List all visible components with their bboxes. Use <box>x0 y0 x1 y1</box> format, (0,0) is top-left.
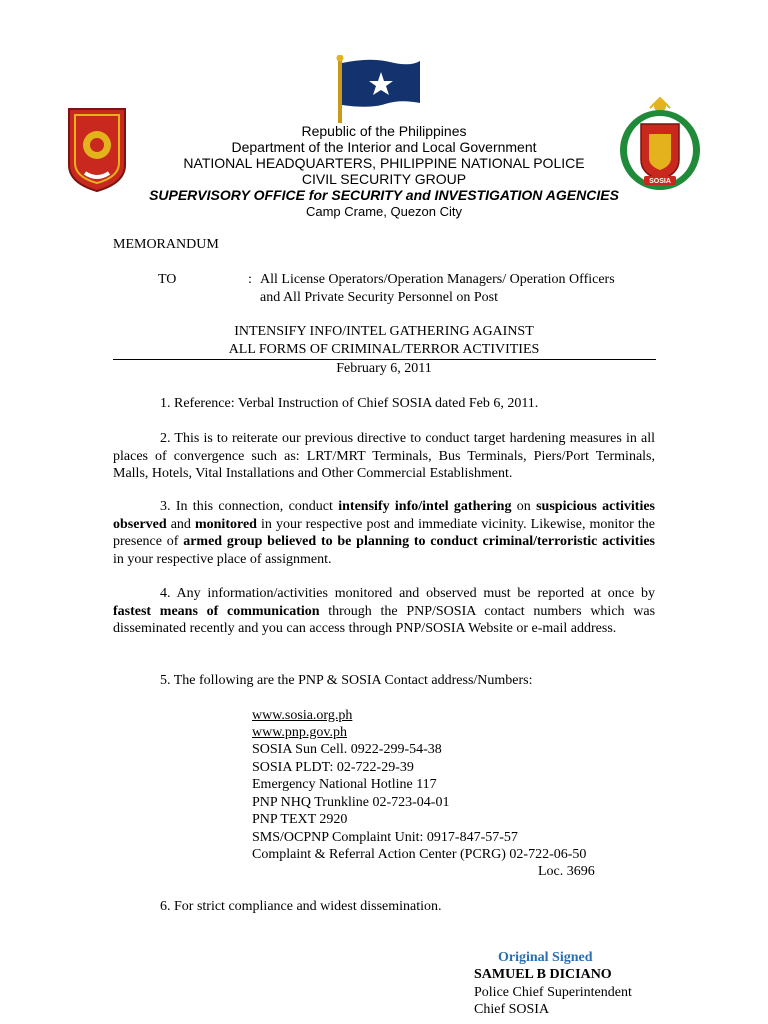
flag-star-emblem <box>330 55 425 123</box>
contact-sms-complaint: SMS/OCPNP Complaint Unit: 0917-847-57-57 <box>252 830 518 845</box>
memo-to-label: TO <box>158 272 177 287</box>
contact-pnp-text: PNP TEXT 2920 <box>252 812 348 827</box>
signatory-position: Chief SOSIA <box>474 1002 550 1017</box>
header-location: Camp Crame, Quezon City <box>305 204 463 219</box>
memo-type: MEMORANDUM <box>113 237 219 252</box>
header-office-title: SUPERVISORY OFFICE for SECURITY and INVESTIGATION AGENCIES <box>149 187 619 203</box>
sosia-seal-label: SOSIA <box>649 178 671 185</box>
paragraph-6: 6. For strict compliance and widest dissemination. <box>160 899 442 914</box>
contact-sun-cell: SOSIA Sun Cell. 0922-299-54-38 <box>252 742 442 757</box>
contact-hotline: Emergency National Hotline 117 <box>252 777 437 792</box>
memo-to-colon: : <box>248 272 252 287</box>
memo-subject-line1: INTENSIFY INFO/INTEL GATHERING AGAINST <box>234 324 534 339</box>
contact-website-pnp[interactable]: www.pnp.gov.ph <box>252 725 348 740</box>
p3-text-a: 3. In this connection, conduct <box>160 499 339 514</box>
p3-bold-intel: intensify info/intel gathering <box>338 499 512 514</box>
paragraph-5: 5. The following are the PNP & SOSIA Contact address/Numbers: <box>160 673 533 688</box>
signatory-rank: Police Chief Superintendent <box>474 985 632 1000</box>
paragraph-4 <box>113 585 655 638</box>
memo-date: February 6, 2011 <box>336 361 432 376</box>
contact-website-sosia[interactable]: www.sosia.org.ph <box>252 708 353 723</box>
memo-subject-line2: ALL FORMS OF CRIMINAL/TERROR ACTIVITIES <box>228 342 540 357</box>
header-line-nhq: NATIONAL HEADQUARTERS, PHILIPPINE NATIONAL POLICE <box>183 155 585 171</box>
paragraph-2: 2. This is to reiterate our previous directive to conduct target hardening measures in all places of convergence such as: LRT/MRT Terminals, Bus Terminals, Piers/Port Terminals, Malls, Hotels, Vital Installations and Other Commercial Establishment. <box>113 431 655 482</box>
memo-to-line2: and All Private Security Personnel on Post <box>260 290 498 305</box>
p3-bold-suspicious: suspicious activities observed <box>113 499 655 532</box>
p4-text-c: through the PNP/SOSIA contact numbers which was disseminated recently and you can access through PNP/SOSIA Website or e-mail address. <box>113 603 656 637</box>
header-line-republic: Republic of the Philippines <box>301 123 467 139</box>
memo-to-line1: All License Operators/Operation Managers/ Operation Officers <box>260 272 615 287</box>
p3-text-g: in your respective post and immediate vicinity. Likewise, monitor the presence of <box>113 516 655 550</box>
contact-pcrg: Complaint & Referral Action Center (PCRG) 02-722-06-50 <box>252 847 587 862</box>
p3-text-e: and <box>166 516 195 532</box>
p3-bold-armed-group: armed group believed to be planning to conduct criminal/terroristic activities <box>183 534 655 550</box>
p4-bold-fastest: fastest means of communication <box>113 603 320 619</box>
p4-text-a: 4. Any information/activities monitored and observed must be reported at once by <box>160 586 655 601</box>
contact-pcrg-local: Loc. 3696 <box>538 864 595 879</box>
contact-pldt: SOSIA PLDT: 02-722-29-39 <box>252 760 414 775</box>
p3-text-c: on <box>511 499 537 514</box>
paragraph-3 <box>113 498 655 568</box>
header-line-department: Department of the Interior and Local Government <box>231 139 537 155</box>
signatory-name: SAMUEL B DICIANO <box>474 967 612 982</box>
p3-bold-monitored: monitored <box>194 516 257 532</box>
signature-status: Original Signed <box>498 950 593 965</box>
paragraph-1: 1. Reference: Verbal Instruction of Chief SOSIA dated Feb 6, 2011. <box>160 396 539 411</box>
p3-text-i: in your respective place of assignment. <box>113 551 332 567</box>
contact-trunkline: PNP NHQ Trunkline 02-723-04-01 <box>252 795 450 810</box>
header-line-csg: CIVIL SECURITY GROUP <box>301 171 467 187</box>
